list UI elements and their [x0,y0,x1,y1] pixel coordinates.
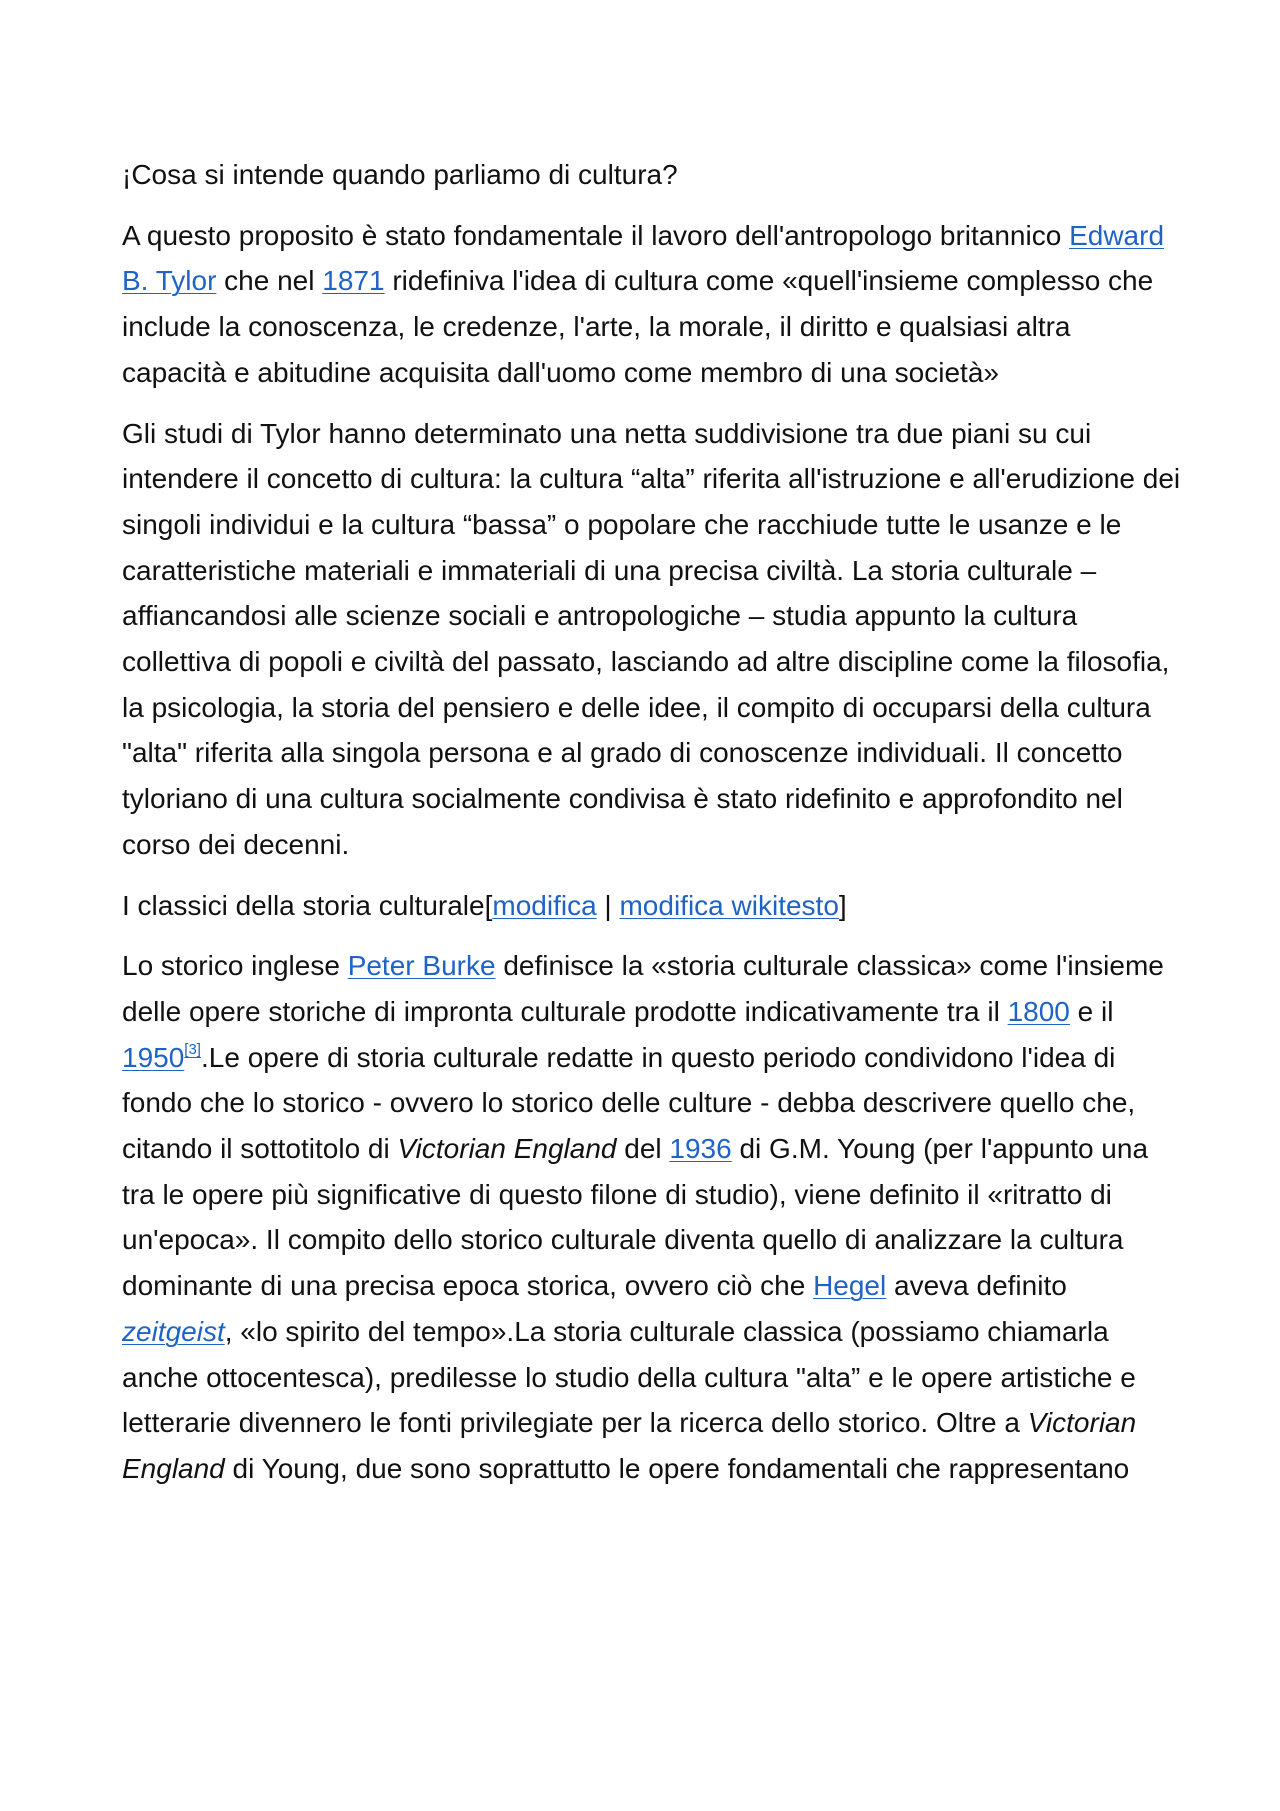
text-segment: di G.M. Young (per l'appunto una tra le opere più significative di questo filone di studio), viene definito il «ritratto di un'epoca». Il compito dello storico culturale diventa quello di analizzare la cultura dominante di una precisa epoca storica, ovvero ciò che [122,1133,1149,1302]
link-year-1936[interactable]: 1936 [669,1133,732,1165]
text-segment: del [616,1133,670,1165]
edit-wikitext-link[interactable]: modifica wikitesto [619,889,839,921]
link-hegel[interactable]: Hegel [813,1270,887,1302]
text-segment: e il [1069,995,1114,1027]
edit-section-link[interactable]: modifica [492,889,597,921]
italic-victorian-england: Victorian England [122,1407,1137,1484]
paragraph-high-low-culture [122,411,1182,868]
edit-separator: | [596,889,620,921]
text-segment: aveva definito [886,1270,1067,1302]
text-segment: che nel [216,265,323,297]
text-segment: .Le opere di storia culturale redatte in questo periodo condividono l'idea di fondo che lo storico - ovvero lo storico delle culture - debba descrivere quello che, citando il sottotitolo di [122,1041,1136,1165]
link-year-1950[interactable]: 1950 [122,1041,185,1073]
question-heading [122,152,1182,198]
text-segment: A questo proposito è stato fondamentale il lavoro dell'antropologo britannico [122,219,1070,251]
text-segment: Lo storico inglese [122,950,348,982]
paragraph-burke-classic-history [122,943,1182,1491]
paragraph-tylor-definition [122,213,1182,396]
document-page [122,152,1182,1507]
link-year-1800[interactable]: 1800 [1007,995,1070,1027]
text-segment: , «lo spirito del tempo».La storia culturale classica (possiamo chiamarla anche ottocentesca), predilesse lo studio della cultura "alta” e le opere artistiche e letterarie divennero le fonti privilegiate per la ricerca dello storico. Oltre a [122,1315,1136,1439]
text-segment: ridefiniva l'idea di cultura come «quell'insieme complesso che include la conoscenza, le credenze, l'arte, la morale, il diritto e qualsiasi altra capacità e abitudine acquisita dall'uomo come membro di una società» [122,265,1154,388]
text-segment: di Young, due sono soprattutto le opere fondamentali che rappresentano [224,1452,1130,1484]
text-segment: definisce la «storia culturale classica» come l'insieme delle opere storiche di impronta culturale prodotte indicativamente tra il [122,950,1164,1027]
link-edward-b-tylor[interactable]: Edward B. Tylor [122,219,1165,297]
link-peter-burke[interactable]: Peter Burke [347,950,496,982]
question-heading-text: ¡Cosa si intende quando parliamo di cultura? [122,159,678,190]
bracket-open: [ [484,889,493,921]
section-title: I classici della storia culturale [122,889,485,921]
italic-victorian-england: Victorian England [397,1133,617,1165]
bracket-close: ] [838,889,847,921]
text-segment: Gli studi di Tylor hanno determinato una netta suddivisione tra due piani su cui intendere il concetto di cultura: la cultura “alta” riferita all'istruzione e all'erudizione dei singoli individui e la cultura “bassa” o popolare che racchiude tutte le usanze e le caratteristiche materiali e immateriali di una precisa civiltà. La storia culturale – affiancandosi alle scienze sociali e antropologiche – studia appunto la cultura collettiva di popoli e civiltà del passato, lasciando ad altre discipline come la filosofia, la psicologia, la storia del pensiero e delle idee, il compito di occuparsi della cultura "alta" riferita alla singola persona e al grado di conoscenze individuali. Il concetto tyloriano di una cultura socialmente condivisa è stato ridefinito e approfondito nel corso dei decenni. [122,417,1181,860]
link-zeitgeist[interactable]: zeitgeist [122,1315,225,1347]
reference-3-link[interactable]: [3] [184,1040,201,1058]
link-year-1871[interactable]: 1871 [322,265,385,297]
section-heading-classici [122,883,1182,929]
